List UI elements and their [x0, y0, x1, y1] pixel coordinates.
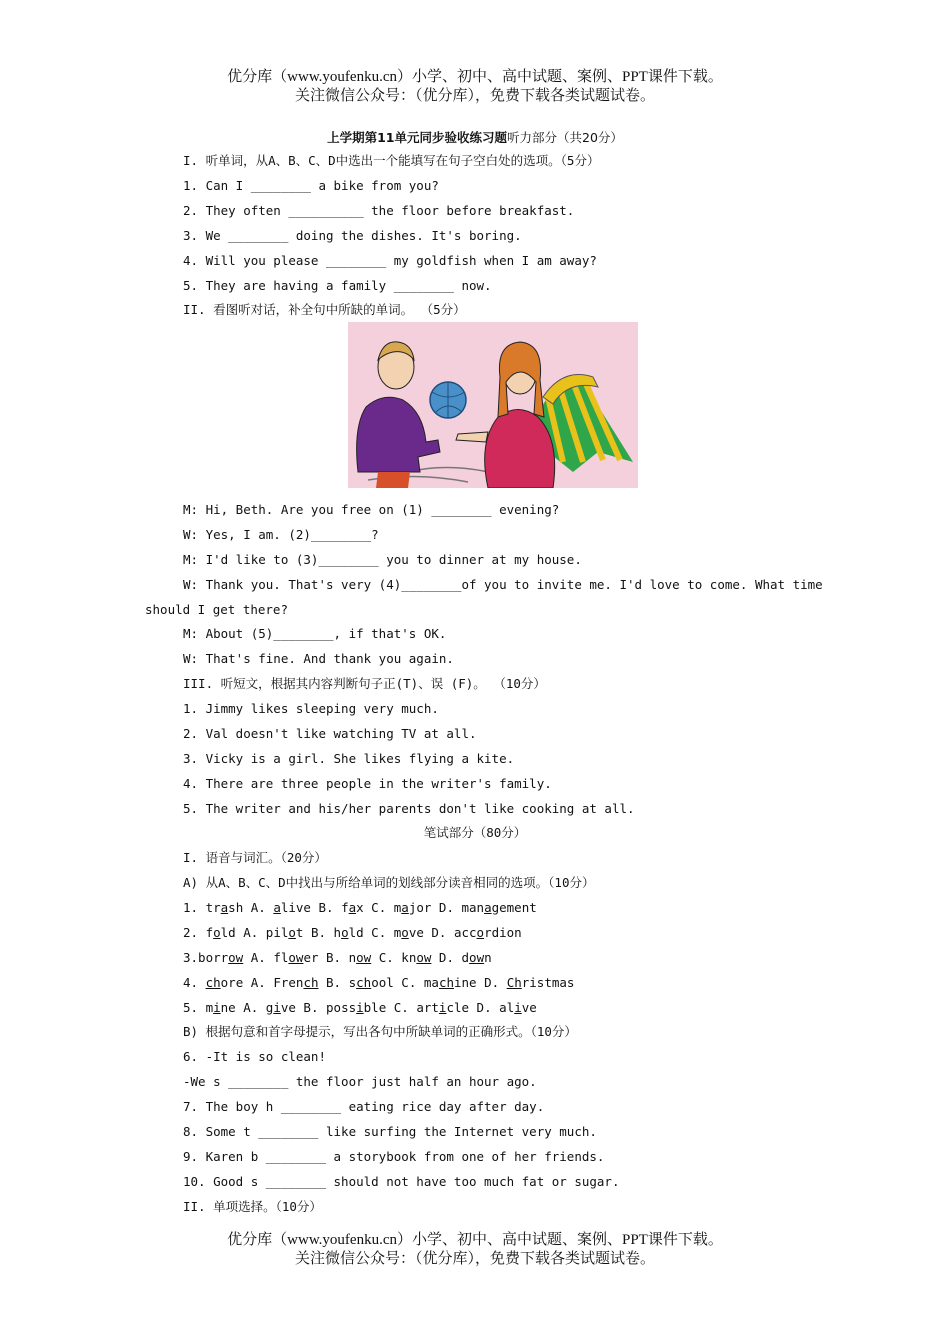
phonics-text: jor D. man	[408, 900, 485, 915]
footer-line-1: 优分库（www.youfenku.cn）小学、初中、高中试题、案例、PPT课件下载。	[227, 1232, 723, 1248]
underlined-letters: ch	[205, 975, 221, 990]
question-item: 4. Will you please ________ my goldfish when I am away?	[183, 253, 597, 268]
phonics-text: D. d	[431, 950, 470, 965]
phonics-text: ble C. art	[363, 1000, 439, 1015]
underlined-letters: o	[213, 925, 221, 940]
underlined-letters: a	[401, 900, 409, 915]
underlined-letters: ch	[303, 975, 319, 990]
question-item: 3. We ________ doing the dishes. It's boring.	[183, 228, 522, 243]
phonics-text: ld C. m	[348, 925, 402, 940]
phonics-text: sh A.	[228, 900, 274, 915]
fill-item: 10. Good s ________ should not have too much fat or sugar.	[183, 1174, 620, 1189]
section-heading: III. 听短文，根据其内容判断句子正(T)、误 (F)。 （10分）	[183, 676, 546, 691]
phonics-text: 1. tr	[183, 900, 221, 915]
title-rest: 听力部分（共20分）	[507, 130, 623, 145]
dialogue-line: M: About (5)________, if that's OK.	[183, 626, 447, 641]
question-item: 5. The writer and his/her parents don't like cooking at all.	[183, 801, 635, 816]
dialogue-illustration	[348, 322, 638, 488]
underlined-letters: ch	[356, 975, 372, 990]
phonics-text: t B. h	[295, 925, 342, 940]
subsection-heading: A) 从A、B、C、D中找出与所给单词的划线部分读音相同的选项。（10分）	[183, 875, 595, 890]
boy-pants	[376, 472, 410, 488]
phonics-text: cle D. al	[446, 1000, 515, 1015]
underlined-letters: a	[220, 900, 229, 915]
phonics-text: A. fl	[243, 950, 289, 965]
fill-item: 8. Some t ________ like surfing the Internet very much.	[183, 1124, 597, 1139]
underlined-letters: ow	[416, 950, 432, 965]
underlined-letters: i	[273, 1000, 281, 1015]
dialogue-line: W: Yes, I am. (2)________?	[183, 527, 379, 542]
underlined-letters: ow	[228, 950, 244, 965]
question-item: 1. Jimmy likes sleeping very much.	[183, 701, 439, 716]
phonics-text: x C. m	[356, 900, 402, 915]
underlined-letters: i	[213, 1000, 221, 1015]
document-title	[0, 128, 950, 146]
underlined-letters: i	[438, 1000, 447, 1015]
underlined-letters: a	[273, 900, 281, 915]
phonics-text: ve D. acc	[408, 925, 477, 940]
question-item: 2. Val doesn't like watching TV at all.	[183, 726, 477, 741]
phonics-item	[183, 975, 574, 991]
underlined-letters: o	[401, 925, 409, 940]
phonics-text: ve B. poss	[280, 1000, 357, 1015]
written-part-title: 笔试部分（80分）	[423, 825, 527, 840]
phonics-text: 3.borr	[183, 950, 229, 965]
underlined-letters: a	[484, 900, 492, 915]
dialogue-line: W: That's fine. And thank you again.	[183, 651, 454, 666]
dialogue-line: should I get there?	[145, 602, 288, 617]
fill-item: -We s ________ the floor just half an hour ago.	[183, 1074, 537, 1089]
section-heading: II. 看图听对话，补全句中所缺的单词。 （5分）	[183, 302, 466, 317]
page-footer	[0, 1231, 950, 1269]
dialogue-line: W: Thank you. That's very (4)________of you to invite me. I'd love to come. What time	[183, 577, 823, 592]
phonics-text: rdion	[484, 925, 522, 940]
fill-item: 7. The boy h ________ eating rice day after day.	[183, 1099, 545, 1114]
phonics-text: gement	[491, 900, 537, 915]
phonics-item	[183, 1000, 537, 1016]
phonics-text: 4.	[183, 975, 206, 990]
header-line-2: 关注微信公众号：（优分库），免费下载各类试题试卷。	[294, 88, 655, 104]
underlined-letters: Ch	[506, 975, 522, 990]
underlined-letters: i	[356, 1000, 364, 1015]
phonics-item	[183, 950, 492, 966]
phonics-text: B. s	[318, 975, 357, 990]
phonics-text: C. kn	[371, 950, 417, 965]
question-item: 2. They often __________ the floor before breakfast.	[183, 203, 575, 218]
phonics-text: ld A. pil	[220, 925, 289, 940]
phonics-text: ve	[521, 1000, 537, 1015]
question-item: 1. Can I ________ a bike from you?	[183, 178, 439, 193]
phonics-text: ristmas	[521, 975, 575, 990]
phonics-text: n	[484, 950, 492, 965]
phonics-text: ool C. ma	[371, 975, 439, 990]
phonics-text: ore A. Fren	[220, 975, 304, 990]
phonics-item	[183, 900, 537, 916]
section-heading: II. 单项选择。（10分）	[183, 1199, 322, 1214]
fill-item: 9. Karen b ________ a storybook from one of her friends.	[183, 1149, 605, 1164]
section-heading: I. 听单词，从A、B、C、D中选出一个能填写在句子空白处的选项。（5分）	[183, 153, 600, 168]
phonics-text: 2. f	[183, 925, 214, 940]
question-item: 5. They are having a family ________ now.	[183, 278, 492, 293]
header-line-1: 优分库（www.youfenku.cn）小学、初中、高中试题、案例、PPT课件下载。	[227, 69, 723, 85]
underlined-letters: o	[288, 925, 296, 940]
title-bold: 上学期第11单元同步验收练习题	[327, 130, 507, 145]
phonics-text: ine D.	[454, 975, 507, 990]
question-item: 3. Vicky is a girl. She likes flying a kite.	[183, 751, 515, 766]
dialogue-line: M: I'd like to (3)________ you to dinner at my house.	[183, 552, 582, 567]
footer-line-2: 关注微信公众号：（优分库），免费下载各类试题试卷。	[294, 1251, 655, 1267]
phonics-text: er B. n	[303, 950, 357, 965]
underlined-letters: ow	[356, 950, 372, 965]
underlined-letters: a	[348, 900, 357, 915]
question-item: 4. There are three people in the writer's family.	[183, 776, 552, 791]
girl-hand	[456, 432, 488, 442]
underlined-letters: i	[514, 1000, 522, 1015]
subsection-heading: B) 根据句意和首字母提示，写出各句中所缺单词的正确形式。（10分）	[183, 1024, 577, 1039]
phonics-text: live B. f	[280, 900, 349, 915]
phonics-item	[183, 925, 522, 941]
phonics-text: 5. m	[183, 1000, 214, 1015]
dialogue-line: M: Hi, Beth. Are you free on (1) ________ evening?	[183, 502, 560, 517]
section-heading: I. 语音与词汇。（20分）	[183, 850, 327, 865]
underlined-letters: o	[476, 925, 485, 940]
underlined-letters: ch	[438, 975, 454, 990]
phonics-text: ne A. g	[220, 1000, 274, 1015]
underlined-letters: o	[341, 925, 349, 940]
underlined-letters: ow	[469, 950, 485, 965]
underlined-letters: ow	[288, 950, 304, 965]
page-header-top	[0, 68, 950, 106]
fill-item: 6. -It is so clean!	[183, 1049, 326, 1064]
